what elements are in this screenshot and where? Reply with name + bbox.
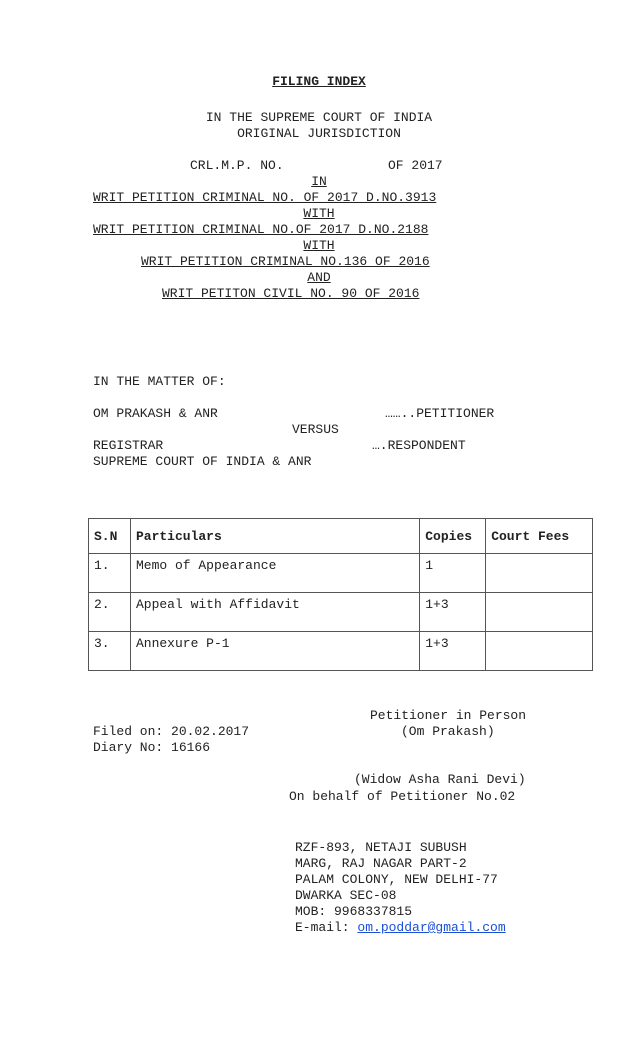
diary-no: Diary No: 16166 (93, 740, 211, 755)
address-line-2: MARG, RAJ NAGAR PART-2 (295, 856, 467, 871)
case-and: AND (307, 270, 331, 285)
header-copies: Copies (420, 519, 486, 554)
cell-fees (486, 554, 593, 593)
writ-petition-1: WRIT PETITION CRIMINAL NO. OF 2017 D.NO.3913 (93, 190, 437, 205)
case-in: IN (311, 174, 327, 189)
header-court-fees: Court Fees (486, 519, 593, 554)
writ-petition-4: WRIT PETITON CIVIL NO. 90 OF 2016 (162, 286, 420, 301)
cell-copies: 1+3 (420, 632, 486, 671)
table-header-row (89, 519, 593, 554)
petitioner-role: ……..PETITIONER (385, 406, 495, 421)
cell-fees (486, 632, 593, 671)
address-line-4: DWARKA SEC-08 (295, 888, 397, 903)
on-behalf: On behalf of Petitioner No.02 (289, 789, 516, 804)
email-link[interactable]: om.poddar@gmail.com (357, 920, 506, 935)
address-line-1: RZF-893, NETAJI SUBUSH (295, 840, 467, 855)
court-name: IN THE SUPREME COURT OF INDIA (205, 110, 433, 125)
respondent-name-2: SUPREME COURT OF INDIA & ANR (93, 454, 312, 469)
document-heading: FILING INDEX (272, 74, 366, 89)
jurisdiction: ORIGINAL JURISDICTION (237, 126, 401, 141)
header-sn: S.N (89, 519, 131, 554)
widow-name: (Widow Asha Rani Devi) (354, 772, 526, 787)
petitioner-in-person: Petitioner in Person (370, 708, 527, 723)
table-row (89, 554, 593, 593)
crlmp-suffix: OF 2017 (388, 158, 443, 173)
email-row (295, 920, 506, 936)
crlmp-prefix: CRL.M.P. NO. (190, 158, 284, 173)
cell-particulars: Memo of Appearance (130, 554, 419, 593)
petitioner-name-signature: (Om Prakash) (401, 724, 495, 739)
writ-petition-2: WRIT PETITION CRIMINAL NO.OF 2017 D.NO.2188 (93, 222, 429, 237)
cell-sn: 2. (89, 593, 131, 632)
header-particulars: Particulars (130, 519, 419, 554)
respondent-role: ….RESPONDENT (372, 438, 466, 453)
writ-petition-3: WRIT PETITION CRIMINAL NO.136 OF 2016 (141, 254, 430, 269)
case-with-1: WITH (303, 206, 335, 221)
filing-index-table (88, 518, 593, 671)
cell-particulars: Annexure P-1 (130, 632, 419, 671)
cell-copies: 1 (420, 554, 486, 593)
address-line-3: PALAM COLONY, NEW DELHI-77 (295, 872, 498, 887)
cell-sn: 3. (89, 632, 131, 671)
cell-fees (486, 593, 593, 632)
respondent-name: REGISTRAR (93, 438, 164, 453)
versus: VERSUS (292, 422, 339, 437)
petitioner-name: OM PRAKASH & ANR (93, 406, 218, 421)
matter-title: IN THE MATTER OF: (93, 374, 226, 389)
email-label: E-mail: (295, 920, 358, 935)
table-row (89, 632, 593, 671)
cell-copies: 1+3 (420, 593, 486, 632)
table-row (89, 593, 593, 632)
cell-sn: 1. (89, 554, 131, 593)
filed-on: Filed on: 20.02.2017 (93, 724, 250, 739)
mobile-number: MOB: 9968337815 (295, 904, 413, 919)
cell-particulars: Appeal with Affidavit (130, 593, 419, 632)
case-with-2: WITH (303, 238, 335, 253)
